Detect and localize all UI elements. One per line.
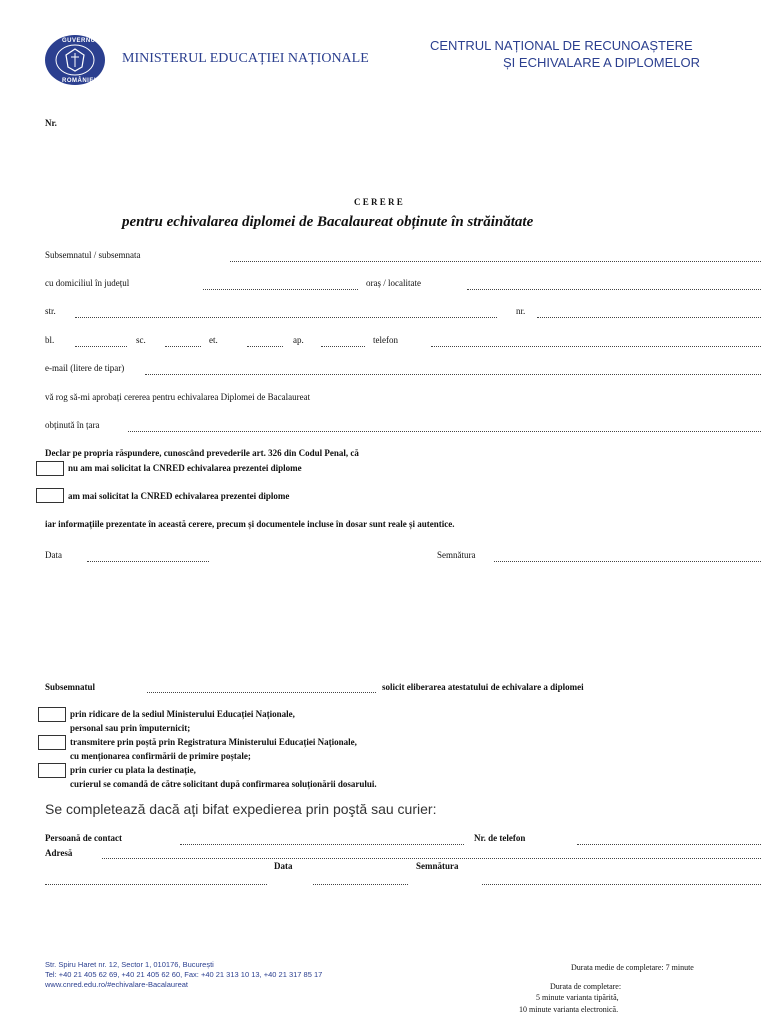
block-field[interactable] bbox=[75, 346, 127, 347]
country-label: obținută în țara bbox=[45, 420, 100, 430]
duration-label: Durata de completare: bbox=[550, 982, 622, 991]
floor-label: et. bbox=[209, 335, 218, 345]
registration-number-label: Nr. bbox=[45, 118, 57, 128]
apartment-field[interactable] bbox=[321, 346, 365, 347]
average-duration-note: Durata medie de completare: 7 minute bbox=[571, 963, 694, 972]
postal-extra-field[interactable] bbox=[45, 884, 267, 885]
address-label: Adresă bbox=[45, 848, 73, 858]
delivery-applicant-label: Subsemnatul bbox=[45, 682, 96, 692]
phone-field[interactable] bbox=[431, 346, 761, 347]
phone-label: telefon bbox=[373, 335, 398, 345]
country-field[interactable] bbox=[128, 431, 761, 432]
document-title: pentru echivalarea diplomei de Bacalaureat obținute în străinătate bbox=[122, 214, 534, 230]
logo-bottom-text: ROMÂNIEI bbox=[62, 78, 96, 84]
duration-electronic: 10 minute varianta electronică. bbox=[519, 1005, 619, 1014]
courier-label-line2: curierul se comandă de către solicitant după confirmarea soluționării dosarului. bbox=[70, 779, 377, 789]
postal-checkbox[interactable] bbox=[38, 735, 66, 750]
signature-label: Semnătura bbox=[437, 550, 476, 560]
floor-field[interactable] bbox=[247, 346, 283, 347]
pickup-label-line2: personal sau prin împuternicit; bbox=[70, 723, 191, 733]
already-applied-label: am mai solicitat la CNRED echivalarea prezentei diplome bbox=[68, 491, 290, 501]
email-field[interactable] bbox=[145, 374, 761, 375]
postal-label-line2: cu menționarea confirmării de primire poștale; bbox=[70, 751, 251, 761]
postal-label-line1: transmitere prin poștă prin Registratura Ministerului Educației Naționale, bbox=[70, 737, 357, 747]
postal-date-field[interactable] bbox=[313, 884, 408, 885]
postal-date-label: Data bbox=[274, 861, 293, 871]
date-field[interactable] bbox=[87, 561, 209, 562]
pickup-label-line1: prin ridicare de la sediul Ministerului Educației Naționale, bbox=[70, 709, 295, 719]
street-label: str. bbox=[45, 306, 56, 316]
declaration-intro: Declar pe propria răspundere, cunoscând prevederile art. 326 din Codul Penal, că bbox=[45, 448, 359, 458]
street-number-label: nr. bbox=[516, 306, 526, 316]
entrance-field[interactable] bbox=[165, 346, 201, 347]
pickup-checkbox[interactable] bbox=[38, 707, 66, 722]
request-text: vă rog să-mi aprobați cererea pentru echivalarea Diplomei de Bacalaureat bbox=[45, 392, 311, 402]
county-label: cu domiciliul în județul bbox=[45, 278, 130, 288]
not-applied-label: nu am mai solicitat la CNRED echivalarea prezentei diplome bbox=[68, 463, 302, 473]
delivery-applicant-field[interactable] bbox=[147, 692, 376, 693]
ministry-name: MINISTERUL EDUCAȚIEI NAȚIONALE bbox=[122, 51, 369, 66]
street-number-field[interactable] bbox=[537, 317, 761, 318]
email-label: e-mail (litere de tipar) bbox=[45, 363, 125, 373]
courier-label-line1: prin curier cu plata la destinație, bbox=[70, 765, 196, 775]
logo-top-text: GUVERNUL bbox=[62, 38, 100, 44]
delivery-request-text: solicit eliberarea atestatului de echivalare a diplomei bbox=[382, 682, 584, 692]
duration-print: 5 minute varianta tipărită, bbox=[536, 993, 619, 1002]
date-label: Data bbox=[45, 550, 62, 560]
postal-signature-field[interactable] bbox=[482, 884, 761, 885]
declaration-closing: iar informațiile prezentate în această cerere, precum și documentele incluse în dosar sunt reale și autentice. bbox=[45, 519, 455, 529]
city-field[interactable] bbox=[467, 289, 761, 290]
address-field[interactable] bbox=[102, 858, 761, 859]
county-field[interactable] bbox=[203, 289, 358, 290]
footer-address: Str. Spiru Haret nr. 12, Sector 1, 010176, București bbox=[45, 960, 214, 969]
signature-field[interactable] bbox=[494, 561, 761, 562]
courier-checkbox[interactable] bbox=[38, 763, 66, 778]
center-name-line2: ȘI ECHIVALARE A DIPLOMELOR bbox=[503, 55, 700, 70]
applicant-name-label: Subsemnatul / subsemnata bbox=[45, 250, 141, 260]
postal-section-heading: Se completează dacă ați bifat expedierea prin poştă sau curier: bbox=[45, 801, 437, 817]
footer-website-link[interactable]: www.cnred.edu.ro/#echivalare-Bacalaureat bbox=[45, 980, 188, 989]
document-kicker: C E R E R E bbox=[354, 197, 403, 207]
contact-phone-field[interactable] bbox=[577, 844, 761, 845]
already-applied-checkbox[interactable] bbox=[36, 488, 64, 503]
postal-signature-label: Semnătura bbox=[416, 861, 459, 871]
applicant-name-field[interactable] bbox=[230, 261, 761, 262]
street-field[interactable] bbox=[75, 317, 497, 318]
contact-person-label: Persoană de contact bbox=[45, 833, 122, 843]
contact-phone-label: Nr. de telefon bbox=[474, 833, 526, 843]
city-label: oraș / localitate bbox=[366, 278, 421, 288]
entrance-label: sc. bbox=[136, 335, 146, 345]
footer-phones: Tel: +40 21 405 62 69, +40 21 405 62 60, Fax: +40 21 313 10 13, +40 21 317 85 17 bbox=[45, 970, 323, 979]
apartment-label: ap. bbox=[293, 335, 304, 345]
not-applied-checkbox[interactable] bbox=[36, 461, 64, 476]
block-label: bl. bbox=[45, 335, 55, 345]
center-name-line1: CENTRUL NAȚIONAL DE RECUNOAȘTERE bbox=[430, 38, 693, 53]
contact-person-field[interactable] bbox=[180, 844, 464, 845]
